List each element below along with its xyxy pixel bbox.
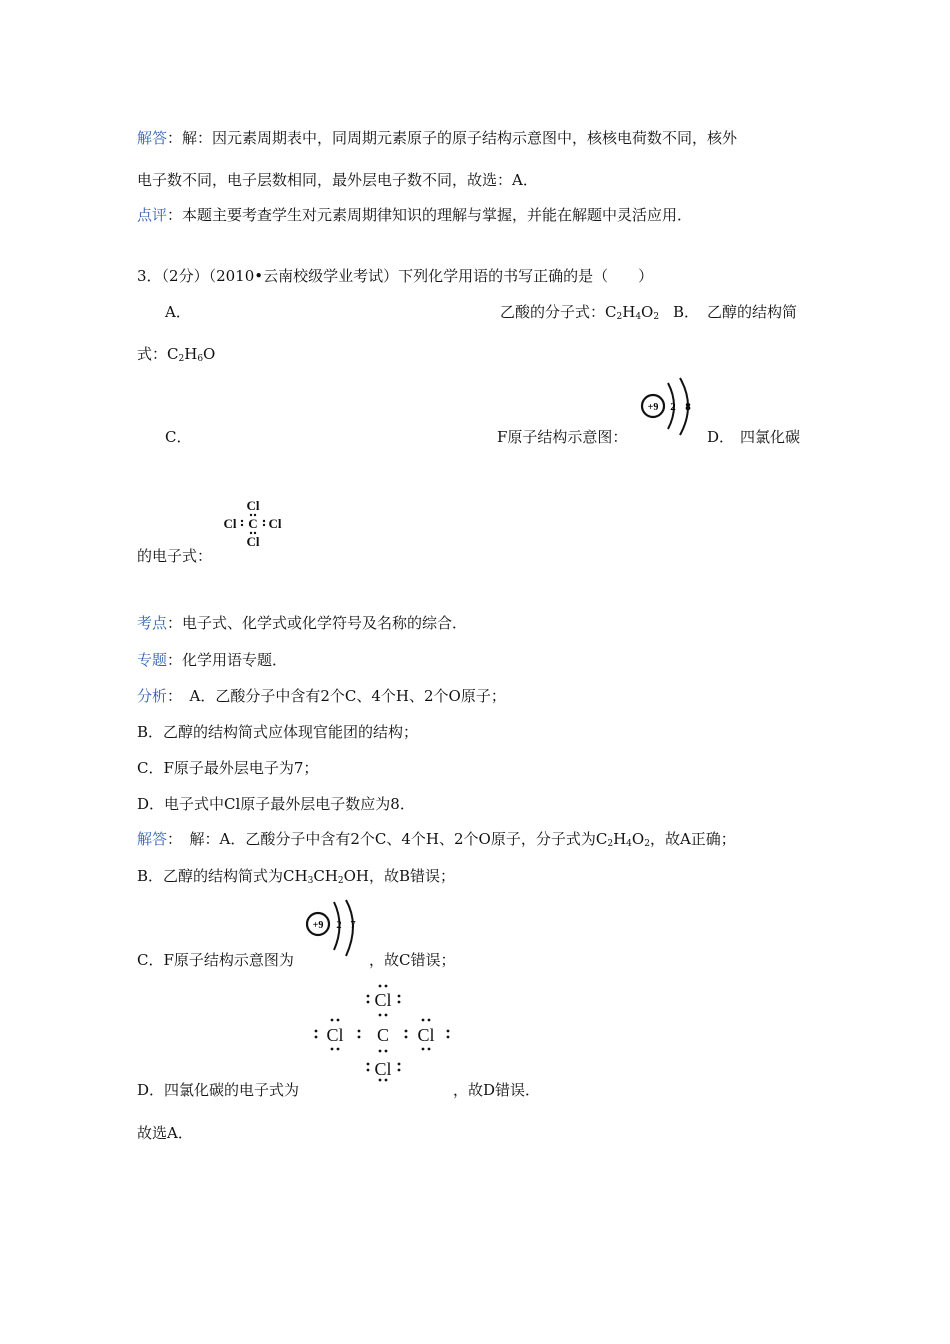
- fenxi-c: C．F原子最外层电子为7；: [137, 759, 319, 777]
- option-b-text-1: 乙醇的结构简: [707, 303, 798, 321]
- option-a-text: 乙酸的分子式：$C_2H_4O_2$: [500, 303, 660, 322]
- comment-text: ：本题主要考查学生对元素周期律知识的理解与掌握，并能在解题中灵活应用．: [167, 206, 693, 224]
- answer-label: 解答: [137, 129, 168, 147]
- answer-line-1: [137, 128, 737, 148]
- nucleus-charge: +9: [312, 920, 324, 931]
- answer-text: ：解：因元素周期表中，同周期元素原子的原子结构示意图中，核核电荷数不同，核外: [167, 129, 738, 147]
- answer-line-2: 电子数不同，电子层数相同，最外层电子数不同，故选：A．: [137, 171, 538, 189]
- option-d-text-2: 的电子式：: [137, 547, 213, 565]
- svg-text:Cl: Cl: [246, 498, 260, 513]
- shell-1-count: 2: [670, 401, 676, 413]
- shell-2-count: 7: [350, 919, 356, 931]
- svg-text:Cl: Cl: [246, 534, 260, 549]
- kaodian-line: 考点：电子式、化学式或化学符号及名称的综合．: [137, 614, 468, 632]
- option-b-letter: B．: [673, 303, 700, 321]
- jieda-d: D．四氯化碳的电子式为: [137, 1081, 300, 1099]
- jieda-d-tail: ，故D错误．: [453, 1081, 541, 1099]
- fenxi-d: D．电子式中Cl原子最外层电子数应为8．: [137, 795, 415, 813]
- jieda-line: 解答： 解：A．乙酸分子中含有2个C、4个H、2个O原子，分子式为$C_2H_4O_2$，故A正确；: [137, 830, 736, 849]
- f-atom-structure-diagram: [640, 375, 700, 440]
- conclusion: 故选A．: [137, 1124, 193, 1142]
- svg-text:Cl: Cl: [268, 516, 282, 531]
- shell-2-count: 8: [685, 401, 691, 413]
- shell-1-count: 2: [336, 919, 342, 931]
- fenxi-line: 分析： A．乙酸分子中含有2个C、4个H、2个O原子；: [137, 687, 506, 705]
- svg-text:Cl: Cl: [223, 516, 237, 531]
- f-atom-correct-diagram: [303, 898, 363, 960]
- fenxi-b: B．乙醇的结构简式应体现官能团的结构；: [137, 723, 419, 741]
- svg-text:Cl: Cl: [374, 990, 392, 1010]
- question-3-stem: 3．（2分）（2010•云南校级学业考试）下列化学用语的书写正确的是（ ）: [137, 267, 654, 285]
- svg-text:Cl: Cl: [374, 1059, 392, 1079]
- svg-text:Cl: Cl: [326, 1025, 344, 1045]
- svg-text:C: C: [248, 516, 258, 531]
- jieda-c: C．F原子结构示意图为: [137, 951, 294, 969]
- option-b-text-2: 式：$C_2H_6O$: [137, 345, 216, 364]
- option-c-text: F原子结构示意图：: [497, 428, 628, 446]
- jieda-c-tail: ，故C错误；: [369, 951, 456, 969]
- ccl4-electron-formula-correct: [305, 978, 457, 1082]
- jieda-b: B．乙醇的结构简式为$CH_3CH_2OH$，故B错误；: [137, 867, 456, 886]
- option-a-letter: A．: [165, 303, 191, 321]
- option-d-letter: D．: [707, 428, 735, 446]
- option-d-text-1: 四氯化碳: [740, 428, 801, 446]
- comment-label: 点评: [137, 206, 168, 224]
- svg-text:C: C: [376, 1025, 390, 1045]
- svg-text:Cl: Cl: [417, 1025, 435, 1045]
- nucleus-charge: +9: [647, 402, 659, 413]
- ccl4-electron-formula-small: [218, 495, 288, 553]
- comment-line: [137, 205, 692, 225]
- zhuanti-line: 专题：化学用语专题．: [137, 651, 288, 669]
- option-c-letter: C．: [165, 428, 192, 446]
